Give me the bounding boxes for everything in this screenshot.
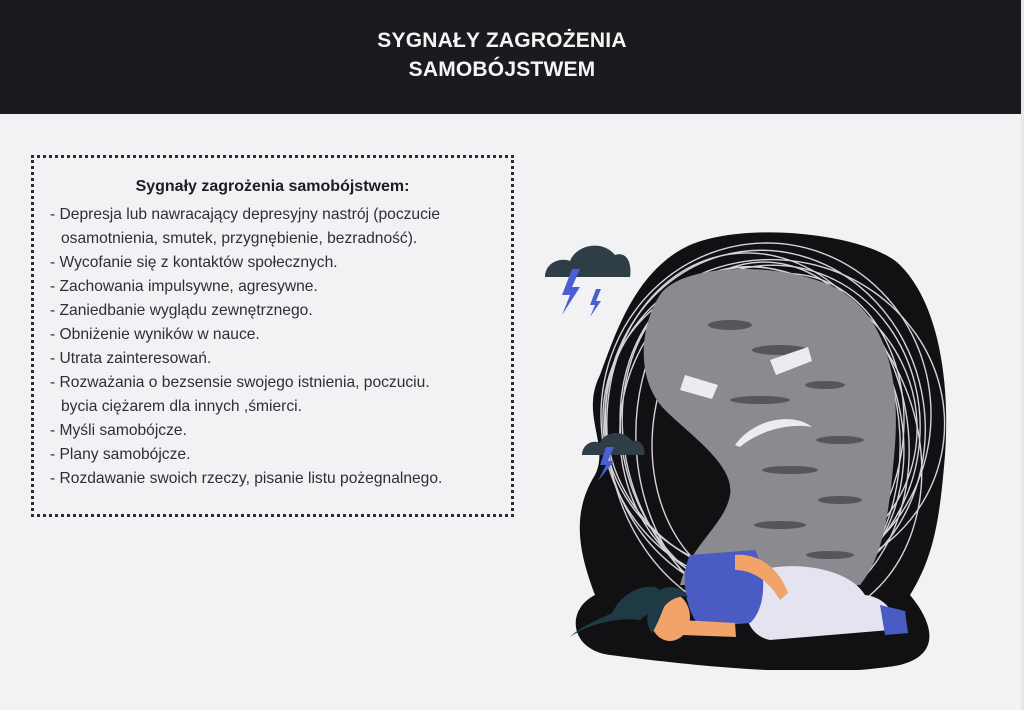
warning-signs-list	[50, 203, 442, 491]
warning-signs-box	[31, 155, 514, 517]
list-item: osamotnienia, smutek, przygnębienie, bezradność).	[61, 230, 418, 247]
list-item: - Zaniedbanie wyglądu zewnętrznego.	[50, 302, 313, 319]
page-title-line-2: SAMOBÓJSTWEM	[408, 58, 596, 81]
list-item: - Rozdawanie swoich rzeczy, pisanie listu pożegnalnego.	[50, 470, 443, 487]
list-item: - Myśli samobójcze.	[50, 422, 187, 439]
list-item: - Plany samobójcze.	[50, 446, 191, 463]
storm-cloud-icon	[545, 246, 630, 317]
list-item: bycia ciężarem dla innych ,śmierci.	[61, 398, 302, 415]
page-title	[0, 26, 1004, 84]
list-item: - Depresja lub nawracający depresyjny nastrój (poczucie	[50, 206, 441, 223]
list-item: - Rozważania o bezsensie swojego istnienia, poczuciu.	[50, 374, 430, 391]
page-title-line-1: SYGNAŁY ZAGROŻENIA	[377, 29, 627, 52]
list-item: - Utrata zainteresowań.	[50, 350, 212, 367]
depression-illustration	[540, 225, 960, 670]
list-item: - Obniżenie wyników w nauce.	[50, 326, 260, 343]
list-item: - Wycofanie się z kontaktów społecznych.	[50, 254, 338, 271]
list-item: - Zachowania impulsywne, agresywne.	[50, 278, 318, 295]
header-bar	[0, 0, 1024, 114]
box-title: Sygnały zagrożenia samobójstwem:	[135, 178, 410, 195]
